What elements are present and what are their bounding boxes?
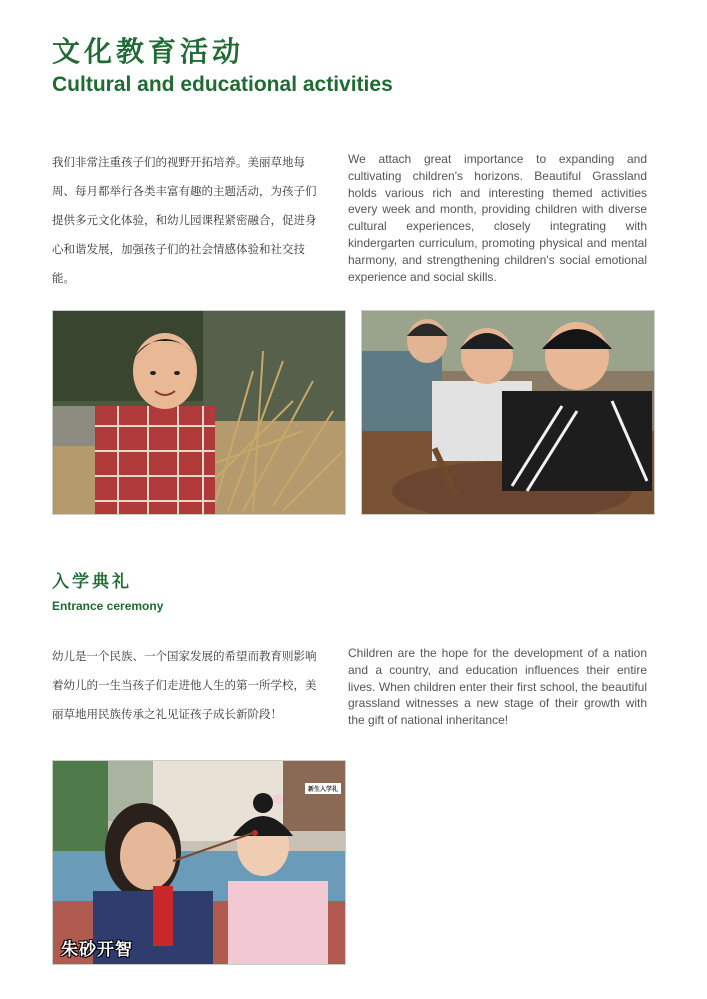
photo-boy-with-grass: [52, 310, 346, 515]
photo-entrance-ceremony: [52, 760, 346, 965]
photo-banner-label: 新生入学礼: [305, 783, 341, 794]
intro-paragraph-cn: 我们非常注重孩子们的视野开拓培养。美丽草地每周、每月都举行各类丰富有趣的主题活动，为孩子们提供多元文化体验，和幼儿园课程紧密融合，促进身心和谐发展，加强孩子们的社会情感体验和社交技能。: [52, 155, 317, 285]
ceremony-paragraph-en: Children are the hope for the development of a nation and a country, and education influences their entire lives. When children enter their first school, the beautiful grassland witnesses a new stage of their growth with the gift of national inheritance!: [348, 646, 647, 728]
subsection-title-en: Entrance ceremony: [52, 599, 164, 613]
ceremony-paragraph-cn: 幼儿是一个民族、一个国家发展的希望而教育则影响着幼儿的一生当孩子们走进他人生的第一所学校，美丽草地用民族传承之礼见证孩子成长新阶段！: [52, 649, 317, 721]
intro-paragraph-en: We attach great importance to expanding and cultivating children's horizons. Beautiful Grassland holds various rich and interesting themed activities every week and month, providing children with diverse cultural experiences, closely integrating with kindergarten curriculum, promoting physical and mental harmony, and strengthening children's social emotional experience and social skills.: [348, 152, 647, 284]
subsection-title-cn: 入学典礼: [52, 572, 132, 592]
photo-kids-gardening: [361, 310, 655, 515]
section-title-en: Cultural and educational activities: [52, 73, 393, 96]
photo-caption-overlay: 朱砂开智: [61, 940, 133, 960]
section-title-cn: 文化教育活动: [52, 35, 245, 68]
